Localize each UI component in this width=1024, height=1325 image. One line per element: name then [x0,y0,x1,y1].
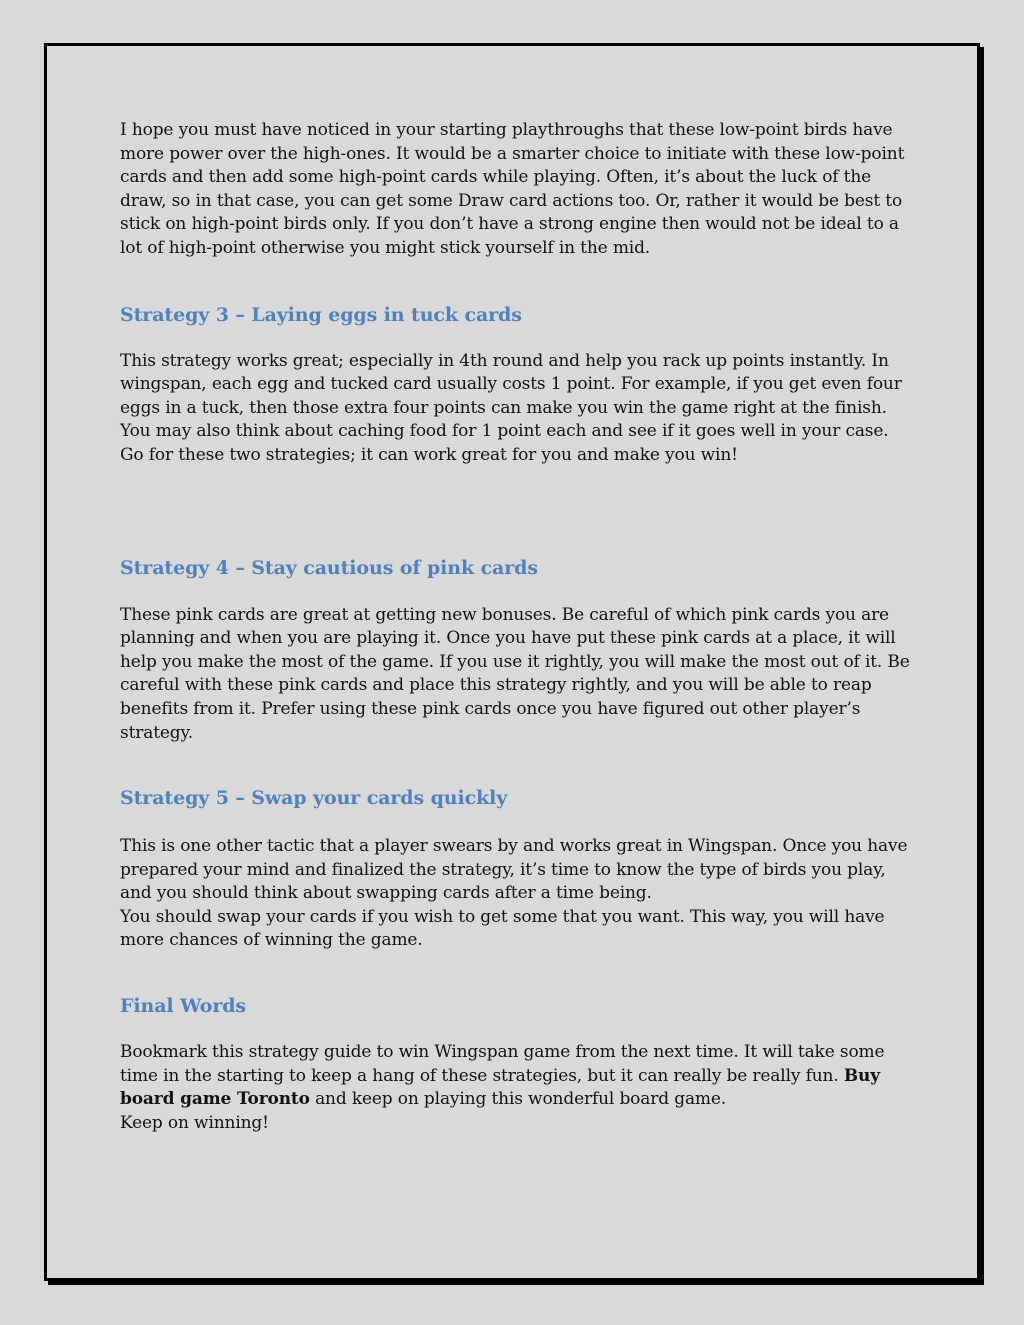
strategy-5-paragraph: This is one other tactic that a player swears by and works great in Wingspan. Once you have prepared your mind and finalized the strategy, it’s time to know the type of birds you play, and you should think about swapping cards after a time being. [120,836,908,904]
final-words-heading: Final Words [120,995,247,1018]
strategy-4-paragraph: These pink cards are great at getting new bonuses. Be careful of which pink cards you are planning and when you are playing it. Once you have put these pink cards at a place, it will help you make the most of the game. If you use it rightly, you will make the most out of it. Be careful with these pink cards and place this strategy rightly, and you will be able to reap benefits from it. Prefer using these pink cards once you have figured out other player’s strategy. [120,604,910,743]
strategy-5-paragraph-2: You should swap your cards if you wish to get some that you want. This way, you will have more chances of winning the game. [120,906,885,951]
final-text-before: Bookmark this strategy guide to win Wingspan game from the next time. It will take some time in the starting to keep a hang of these strategies, but it can really be really fun. [120,1042,885,1086]
buy-board-game-link-text: Buy board game Toronto [120,1065,880,1110]
final-text-after: and keep on playing this wonderful board game. [309,1089,727,1110]
final-words-paragraph [120,1041,910,1112]
closing-line: Keep on winning! [120,1112,269,1133]
document-body [120,119,910,1135]
strategy-3-paragraph: This strategy works great; especially in 4th round and help you rack up points instantly. In wingspan, each egg and tucked card usually costs 1 point. For example, if you get even four eggs in a tuck, then those extra four points can make you win the game right at the finish. You may also think about caching food for 1 point each and see if it goes well in your case. Go for these two strategies; it can work great for you and make you win! [120,350,902,465]
strategy-3-heading: Strategy 3 – Laying eggs in tuck cards [120,303,522,326]
intro-paragraph: I hope you must have noticed in your starting playthroughs that these low-point birds have more power over the high-ones. It would be a smarter choice to initiate with these low-point cards and then add some high-point cards while playing. Often, it’s about the luck of the draw, so in that case, you can get some Draw card actions too. Or, rather it would be best to stick on high-point birds only. If you don’t have a strong engine then would not be ideal to a lot of high-point otherwise you might stick yourself in the mid. [120,120,905,258]
strategy-5-heading: Strategy 5 – Swap your cards quickly [120,787,508,810]
strategy-4-heading: Strategy 4 – Stay cautious of pink cards [120,556,538,579]
